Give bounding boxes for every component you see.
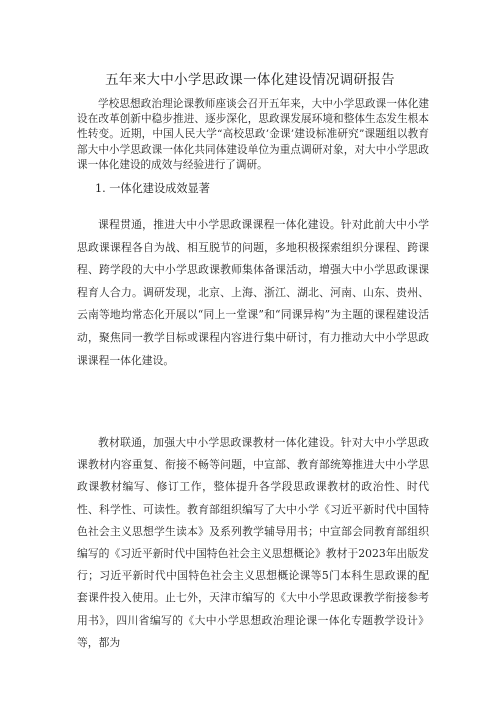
document-title: 五年来大中小学思政课一体化建设情况调研报告 xyxy=(105,72,395,88)
section-heading: 1. 一体化建设成效显著 xyxy=(95,182,210,195)
body-paragraph-course: 课程贯通，推进大中小学思政课课程一体化建设。针对此前大中小学思政课课程各自为战、相互脱节的问题，多地积极探索组织分课程、跨课程、跨学段的大中小学思政课教师集体备课活动，增强大中小学思政课课程育人合力。调研发现，北京、上海、浙江、湖北、河南、山东、贵州、云南等地均常态化开展以“同上一堂课”和“同课异构”为主题的课程建设活动，聚焦同一教学目标或课程内容进行集中研讨，有力推动大中小学思政课课程一体化建设。 xyxy=(77,218,429,367)
body-paragraph-textbook: 教材联通，加强大中小学思政课教材一体化建设。针对大中小学思政课教材内容重复、衔接不畅等问题，中宣部、教育部统筹推进大中小学思政课教材编写、修订工作，整体提升各学段思政课教材的政治性、时代性、科学性、可读性。教育部组织编写了大中小学《习近平新时代中国特色社会主义思想学生读本》及系列教学辅导用书；中宣部会同教育部组织编写的《习近平新时代中国特色社会主义思想概论》教材于2023年出版发行；习近平新时代中国特色社会主义思想概论课等5门本科生思政课的配套课件投入使用。止七外，天津市编写的《大中小学思政课教学衔接参考用书》，四川省编写的《大中小学思想政治理论课一体化专题教学设计》等，都为 xyxy=(77,436,429,649)
intro-paragraph: 学校思想政治理论课教师座谈会召开五年来，大中小学思政课一体化建设在改革创新中稳步推进、逐步深化，思政课发展环境和整体生态发生根本性转变。近期，中国人民大学“高校思政’金课’建设标准研究”课题组以教育部大中小学思政课一体化共同体建设单位为重点调研对象，对大中小学思政课一体化建设的成效与经验进行了调研。 xyxy=(77,98,429,171)
